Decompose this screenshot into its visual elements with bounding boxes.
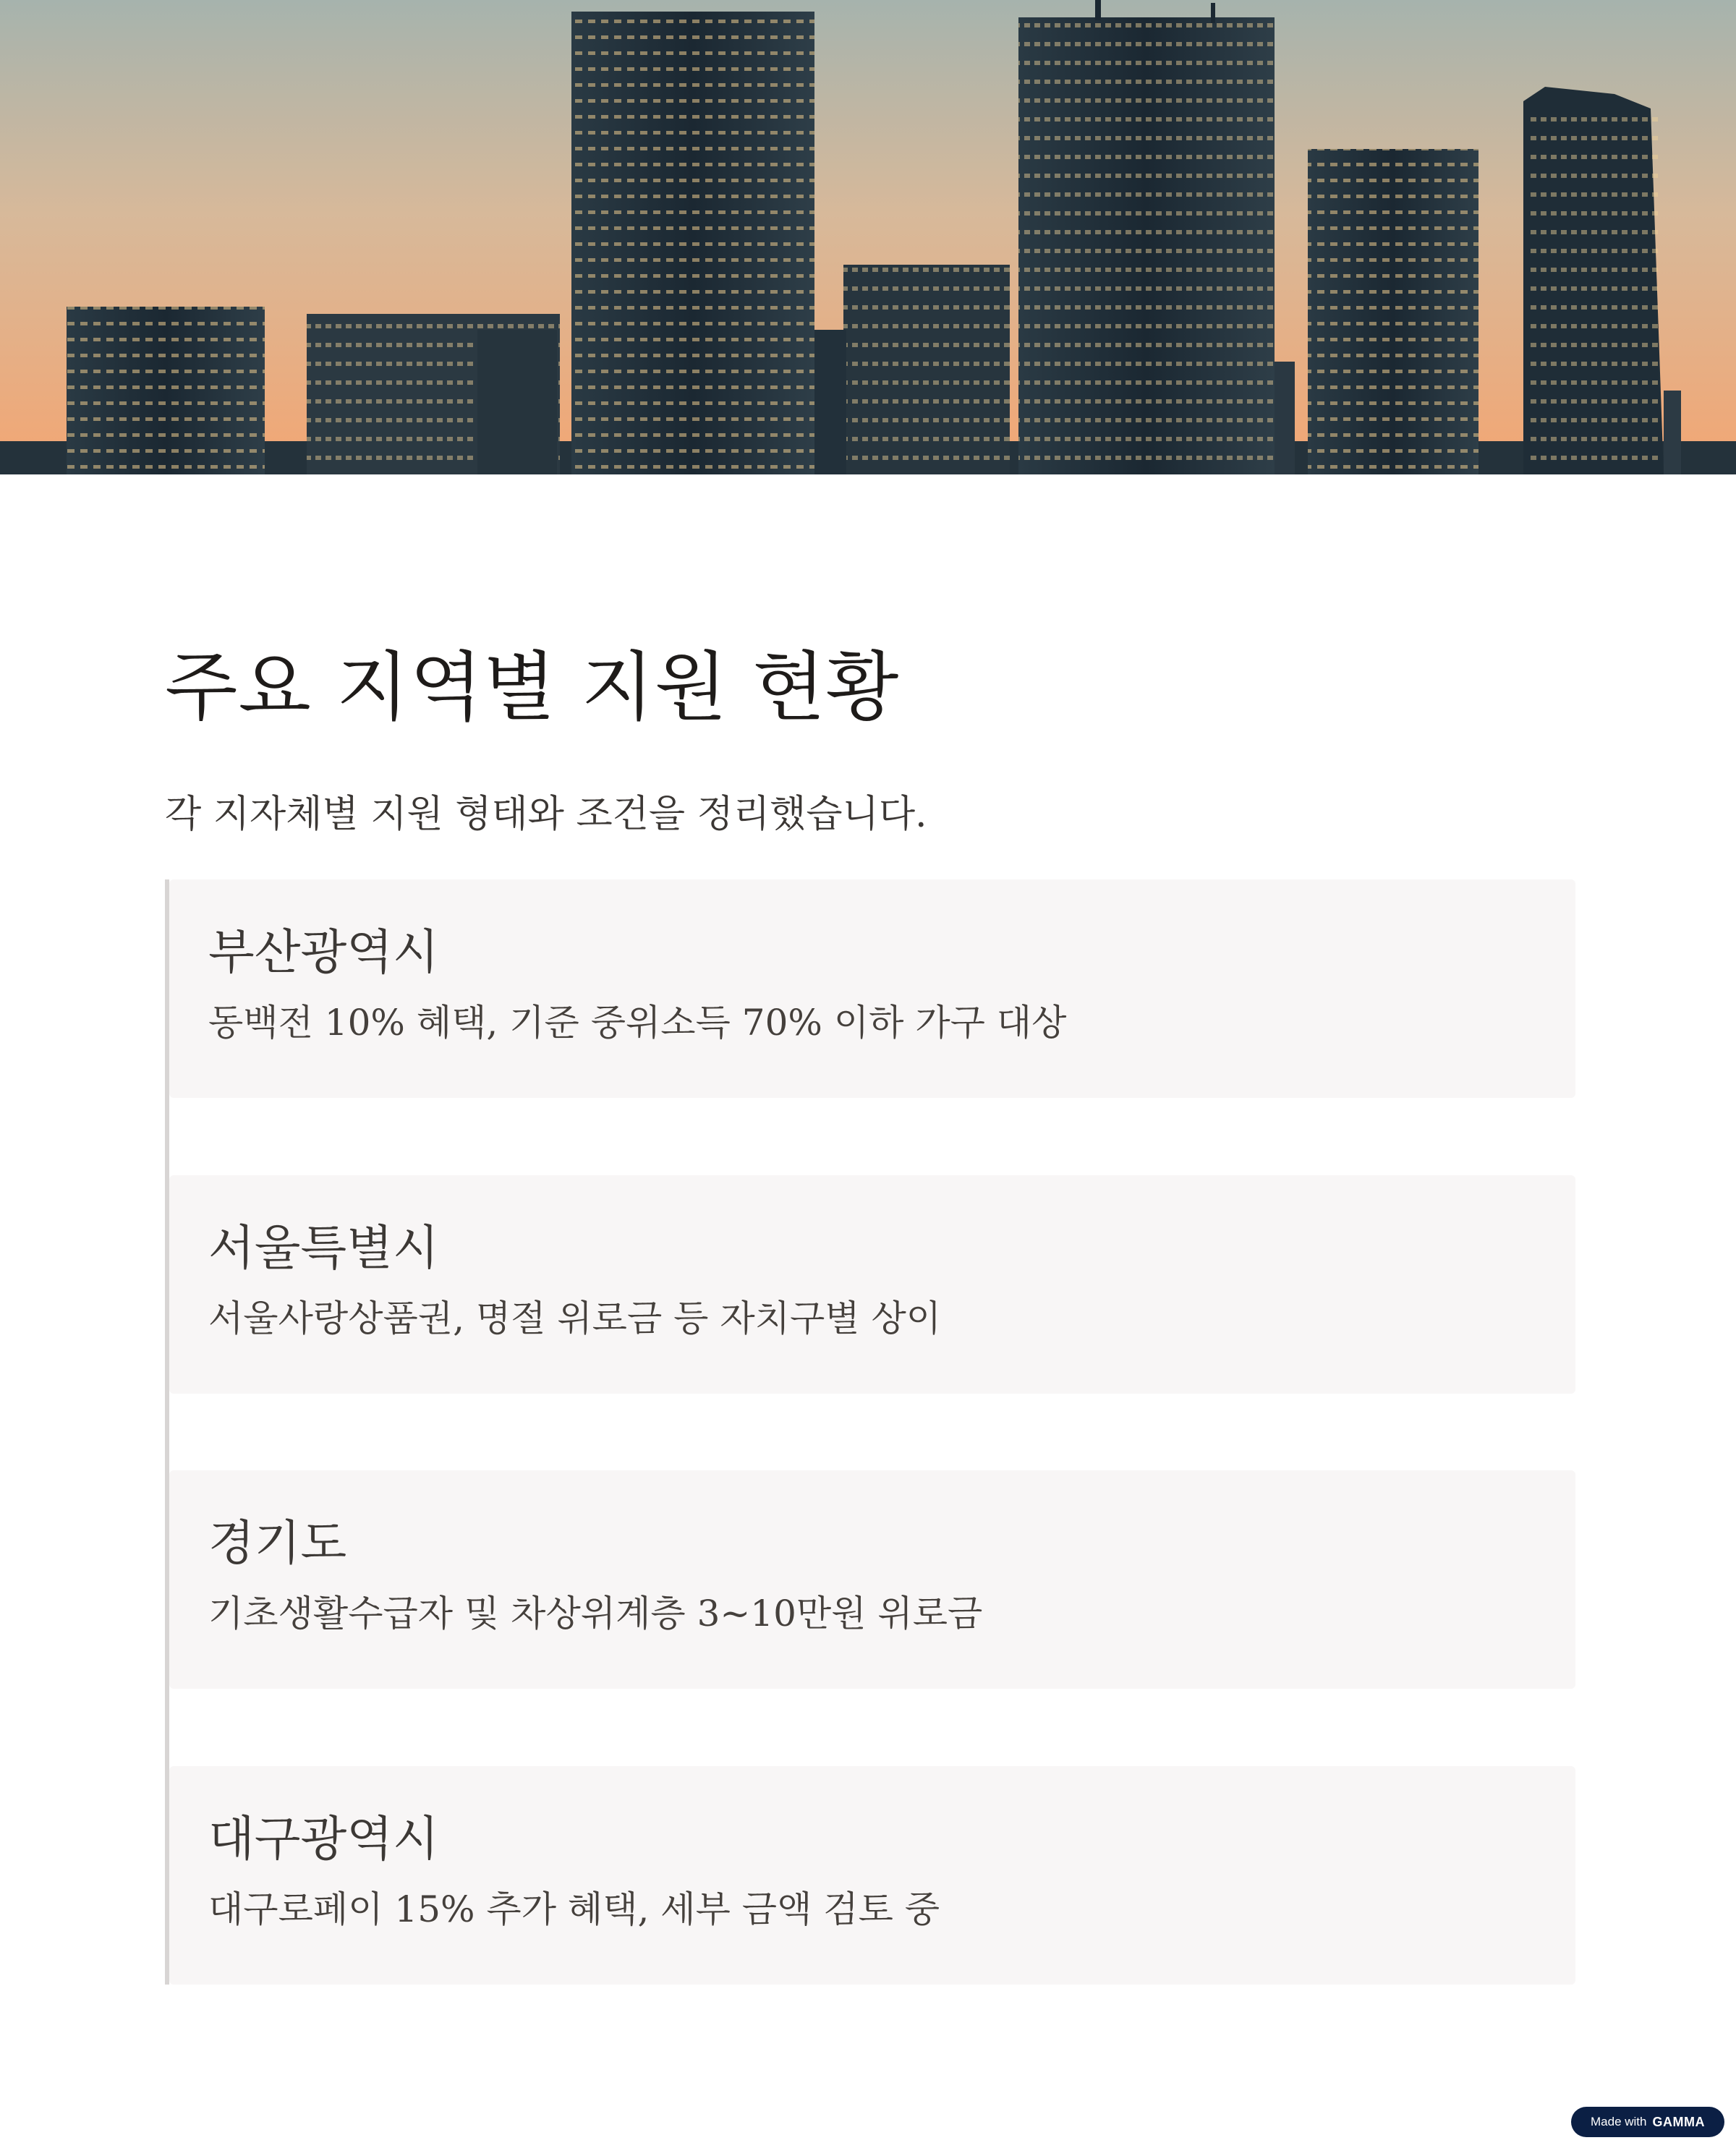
- badge-prefix: Made with: [1591, 2115, 1647, 2128]
- region-card-gyeonggi: [169, 1470, 1575, 1689]
- region-name: 대구광역시: [208, 1811, 439, 1867]
- region-list: [165, 879, 1575, 1985]
- region-description: 서울사랑상품권, 명절 위로금 등 자치구별 상이: [208, 1297, 942, 1339]
- gamma-logo: GAMMA: [1652, 2114, 1705, 2129]
- region-name: 서울특별시: [208, 1220, 439, 1276]
- region-name: 부산광역시: [208, 924, 439, 980]
- made-with-gamma-badge[interactable]: [1571, 2107, 1724, 2137]
- page-subtitle: 각 지자체별 지원 형태와 조건을 정리했습니다.: [165, 793, 927, 836]
- region-description: 기초생활수급자 및 차상위계층 3~10만원 위로금: [208, 1593, 983, 1635]
- page-title: 주요 지역별 지원 현황: [165, 643, 900, 731]
- main-content: [165, 636, 1575, 1930]
- region-card-daegu: [169, 1766, 1575, 1985]
- region-description: 대구로페이 15% 추가 혜택, 세부 금액 검토 중: [208, 1888, 940, 1930]
- hero-image: [0, 0, 1736, 474]
- region-description: 동백전 10% 혜택, 기준 중위소득 70% 이하 가구 대상: [208, 1002, 1067, 1044]
- city-skyline-illustration: [0, 0, 1736, 474]
- region-name: 경기도: [208, 1515, 347, 1571]
- region-card-seoul: [169, 1175, 1575, 1394]
- region-card-busan: [169, 879, 1575, 1098]
